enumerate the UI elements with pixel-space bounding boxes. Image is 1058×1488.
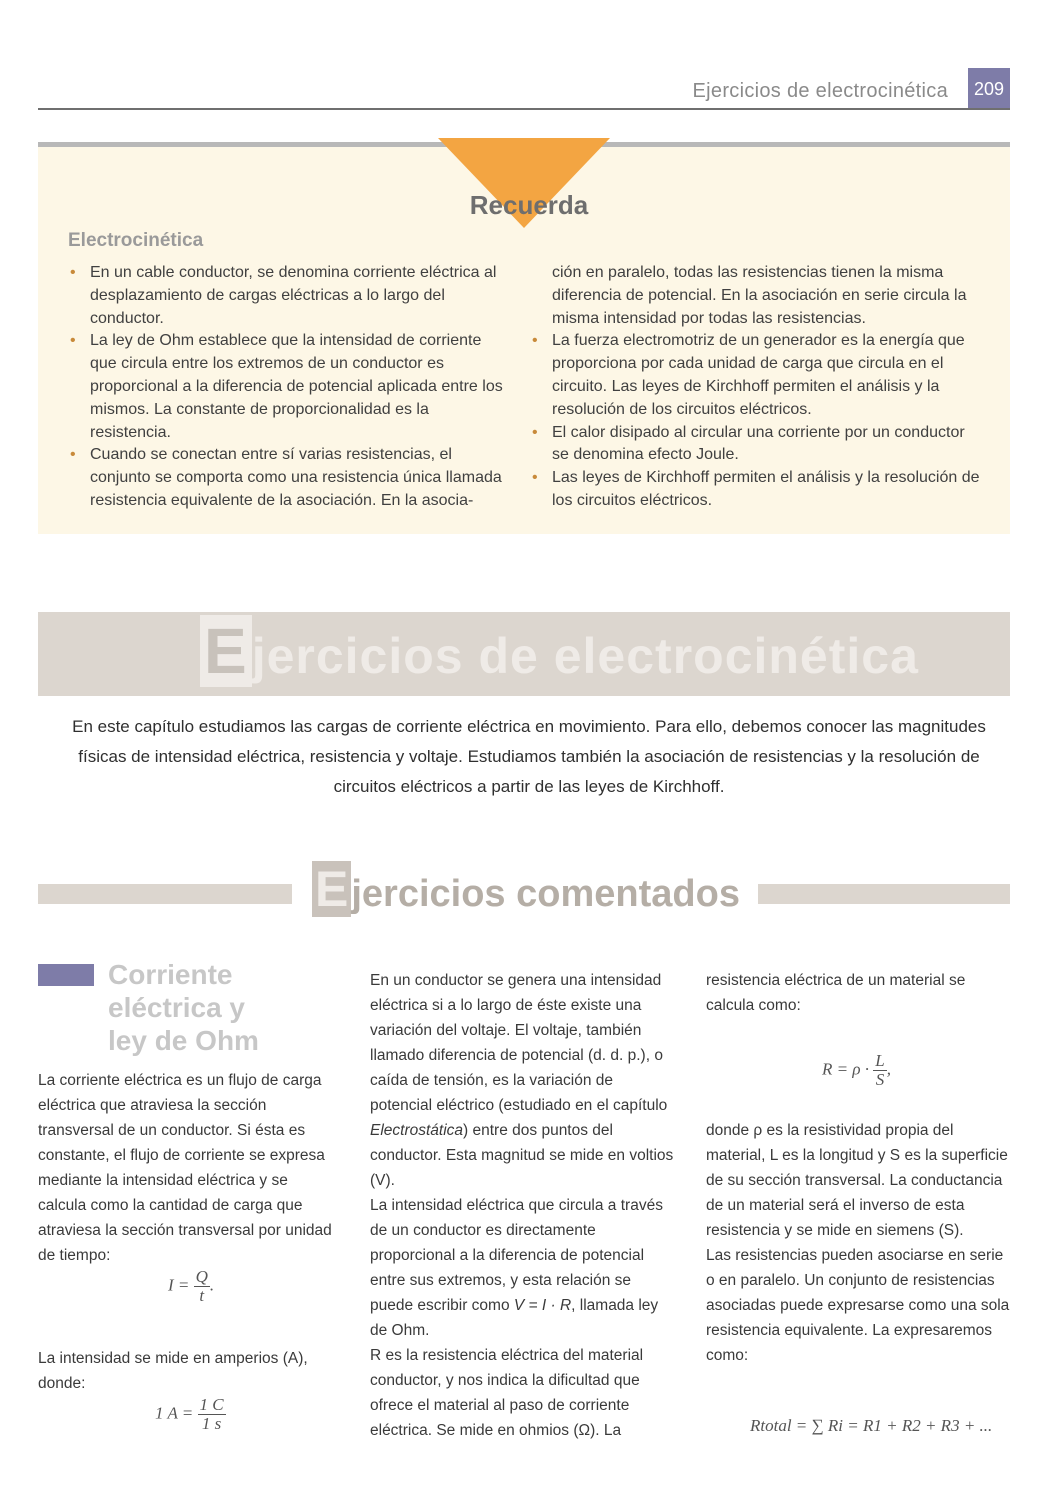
paragraph: resistencia eléctrica de un material se calcula como:	[706, 972, 966, 1014]
paragraph: La intensidad se mide en amperios (A), donde:	[38, 1350, 308, 1392]
recuerda-title: Recuerda	[469, 190, 589, 220]
paragraph: Las resistencias pueden asociarse en serie o en paralelo. Un conjunto de resistencias asociadas puede expresarse como una sola resistencia equivalente. La expresaremos como:	[706, 1247, 1010, 1364]
recuerda-column-1	[68, 262, 510, 513]
equation-ampere: 1 A = $\frac{1 C}{1 s}$	[155, 1395, 224, 1433]
recuerda-bullet: • En un cable conductor, se denomina corriente eléctrica al desplazamiento de cargas eléctricas a lo largo del conductor.	[70, 264, 497, 327]
bullet-icon: •	[532, 332, 538, 350]
text-column-3b	[706, 1118, 1010, 1368]
bullet-icon: •	[70, 446, 76, 464]
chapter-title	[200, 614, 919, 688]
text-column-1	[38, 1068, 340, 1268]
bullet-icon: •	[532, 423, 538, 441]
text-column-3	[706, 968, 1010, 1018]
recuerda-bullet: • El calor disipado al circular una corriente por un conductor se denomina efecto Joule.	[532, 423, 965, 464]
page-number: 209	[968, 68, 1010, 110]
header-rule	[38, 108, 1010, 110]
recuerda-continuation: ción en paralelo, todas las resistencias tienen la misma diferencia de potencial. En la asociación en serie circula la misma intensidad por todas las resistencias.	[552, 264, 967, 327]
bullet-icon: •	[70, 332, 76, 350]
recuerda-subtitle: Electrocinética	[68, 230, 204, 251]
chapter-initial: E	[200, 615, 252, 687]
paragraph: En un conductor se genera una intensidad eléctrica si a lo largo de éste existe una variación del voltaje. El voltaje, también llamado diferencia de potencial (d. d. p.), o caída de tensión, es la variación de potencial eléctrico (estudiado en el capítulo Electrostática) entre dos puntos del conductor. Esta magnitud se mide en voltios (V).	[370, 972, 674, 1189]
chapter-intro: En este capítulo estudiamos las cargas de corriente eléctrica en movimiento. Para ello, debemos conocer las magnitudes físicas de intensidad eléctrica, resistencia y voltaje. Estudiamos también la asociación de resistencias y la resolución de circuitos eléctricos a partir de las leyes de Kirchhoff.	[72, 717, 986, 796]
section-title-rest: jercicios comentados	[351, 873, 740, 915]
equation-total-resistance: Rtotal = ∑ Ri = R1 + R2 + R3 + ...	[750, 1416, 993, 1435]
subsection-title: Corriente eléctrica y ley de Ohm	[108, 959, 259, 1056]
bullet-icon: •	[70, 264, 76, 281]
equation-intensity: I = $\frac{Q}{t}$ .	[168, 1267, 215, 1305]
text-column-1b	[38, 1346, 340, 1396]
section-initial: E	[312, 861, 351, 917]
section-bar-left	[38, 884, 292, 904]
bullet-icon: •	[532, 469, 538, 487]
equation-resistance: R = ρ · $\frac{L}{S}$ ,	[822, 1051, 891, 1089]
running-header-title: Ejercicios de electrocinética	[692, 80, 948, 102]
recuerda-bullet: • Las leyes de Kirchhoff permiten el análisis y la resolución de los circuitos eléctricos.	[532, 469, 980, 509]
paragraph: La corriente eléctrica es un flujo de carga eléctrica que atraviesa la sección transversal de un conductor. Si ésta es constante, el flujo de corriente se expresa mediante la intensidad eléctrica y se calcula como la cantidad de carga que atraviesa la sección transversal por unidad de tiempo:	[38, 1072, 332, 1264]
chapter-title-rest: jercicios de electrocinética	[251, 628, 919, 684]
section-bar-right	[758, 884, 1010, 904]
recuerda-column-2	[530, 262, 980, 513]
paragraph: donde ρ es la resistividad propia del material, L es la longitud y S es la superficie de su sección transversal. La conductancia de un material será el inverso de esta resistencia y se mide en siemens (S).	[706, 1122, 1008, 1239]
recuerda-bullet: • La ley de Ohm establece que la intensidad de corriente que circula entre los extremos de un conductor es proporcional a la diferencia de potencial aplicada entre los mismos. La constante de proporcionalidad es la resistencia.	[70, 332, 503, 441]
paragraph: R es la resistencia eléctrica del material conductor, y nos indica la dificultad que ofrece el material al paso de corriente eléctrica. Se mide en ohmios (Ω). La	[370, 1347, 644, 1439]
subsection-marker	[38, 964, 94, 986]
section-title	[312, 860, 740, 918]
text-column-2	[370, 968, 674, 1443]
paragraph: La intensidad eléctrica que circula a través de un conductor es directamente proporcional a la diferencia de potencial entre sus extremos, y esta relación se puede escribir como V = I · R, llamada ley de Ohm.	[370, 1197, 663, 1339]
recuerda-bullet: • Cuando se conectan entre sí varias resistencias, el conjunto se comporta como una resistencia única llamada resistencia equivalente de la asociación. En la asocia-	[70, 446, 502, 509]
recuerda-bullet: • La fuerza electromotriz de un generador es la energía que proporciona por cada unidad de carga que circula en el circuito. Las leyes de Kirchhoff permiten el análisis y la resolución de los circuitos eléctricos.	[532, 332, 965, 418]
